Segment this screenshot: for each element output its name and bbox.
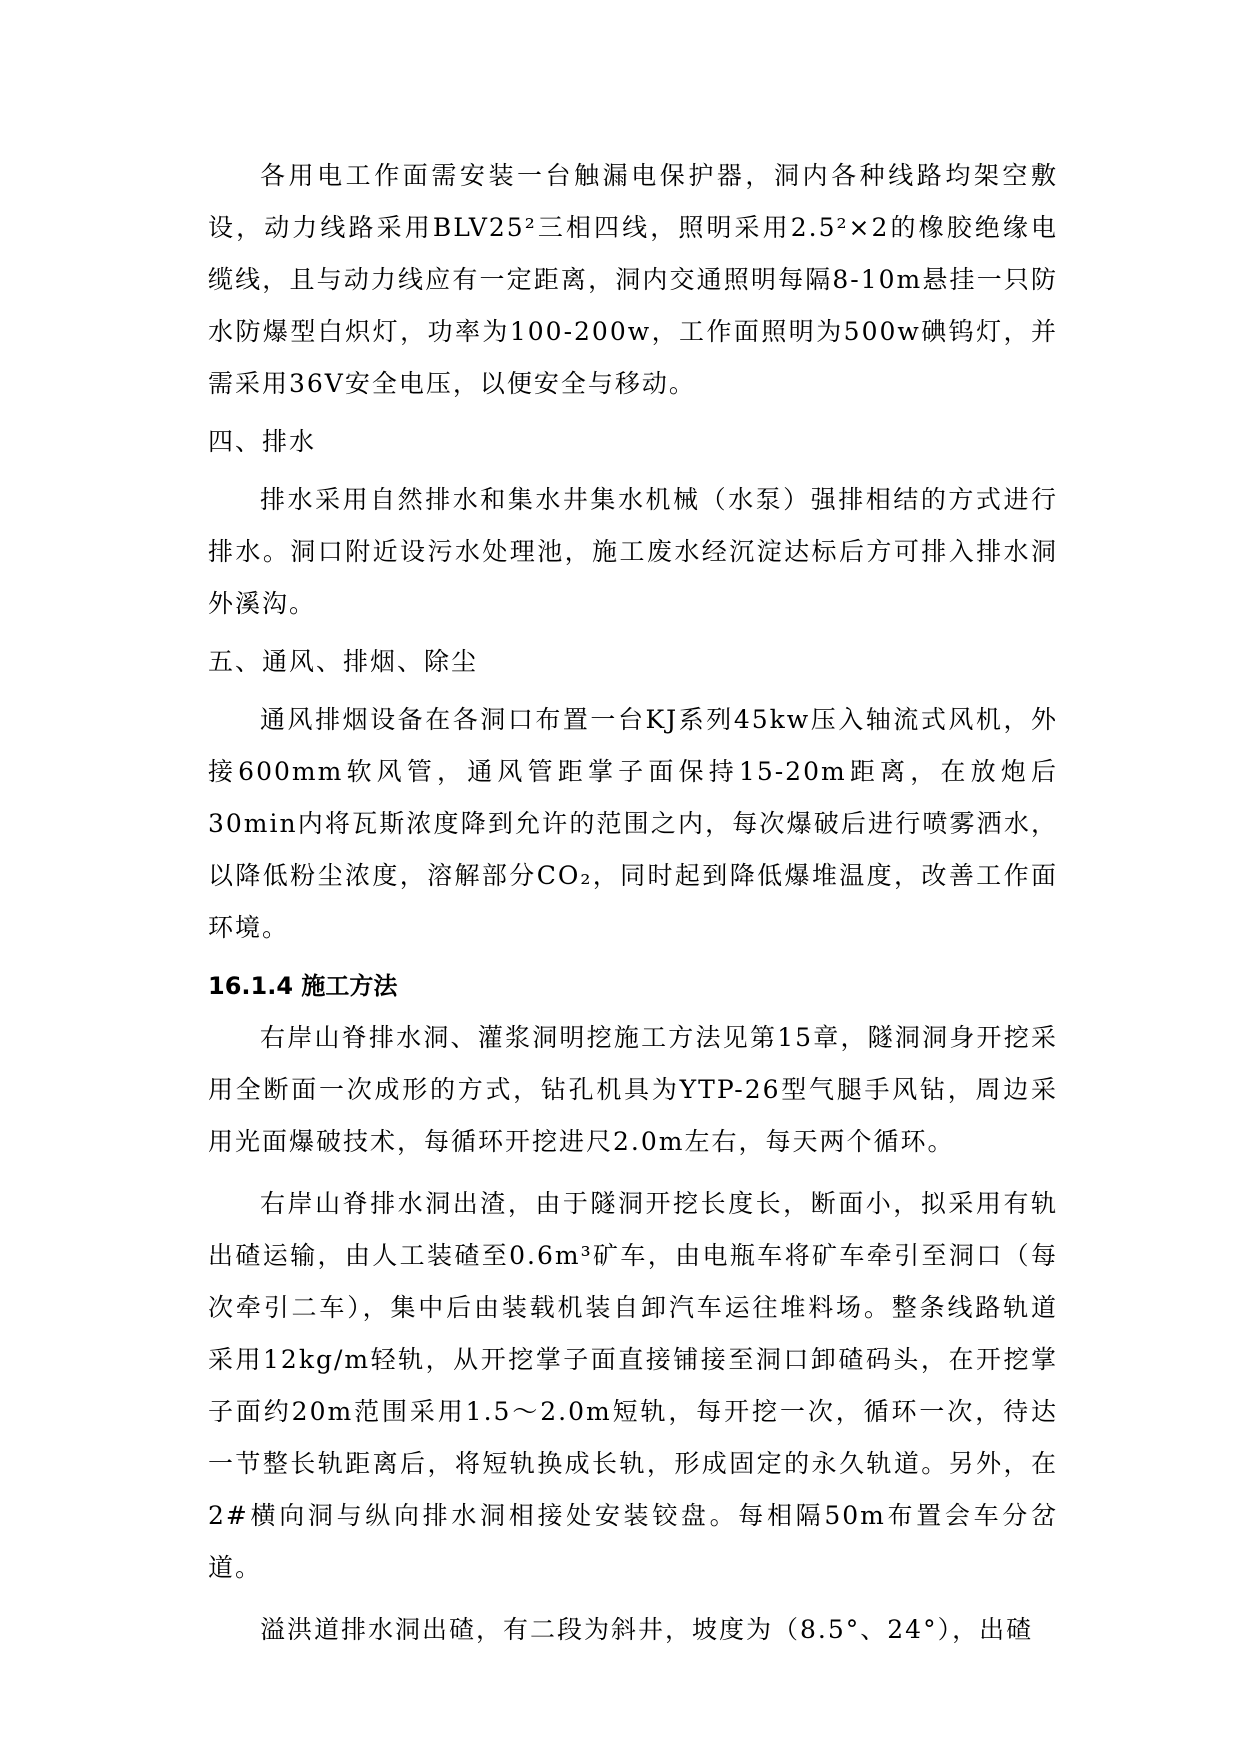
section-title-construction-method: 16.1.4 施工方法 (208, 972, 398, 1000)
paragraph-drainage: 排水采用自然排水和集水井集水机械（水泵）强排相结的方式进行排水。洞口附近设污水处理池，施工废水经沉淀达标后方可排入排水洞外溪沟。 (208, 485, 1058, 618)
heading-ventilation: 五、通风、排烟、除尘 (208, 647, 479, 676)
paragraph-excavation: 右岸山脊排水洞、灌浆洞明挖施工方法见第15章，隧洞洞身开挖采用全断面一次成形的方式，钻孔机具为YTP-26型气腿手风钻，周边采用光面爆破技术，每循环开挖进尺2.0m左右，每天两个循环。 (208, 1023, 1058, 1156)
paragraph-muck-transport: 右岸山脊排水洞出渣，由于隧洞开挖长度长，断面小，拟采用有轨出碴运输，由人工装碴至0.6m³矿车，由电瓶车将矿车牵引至洞口（每次牵引二车），集中后由装载机装自卸汽车运往堆料场。整条线路轨道采用12kg/m轻轨，从开挖掌子面直接铺接至洞口卸碴码头，在开挖掌子面约20m范围采用1.5～2.0m短轨，每开挖一次，循环一次，待达一节整长轨距离后，将短轨换成长轨，形成固定的永久轨道。另外，在2#横向洞与纵向排水洞相接处安装铰盘。每相隔50m布置会车分岔道。 (208, 1189, 1058, 1582)
paragraph-ventilation: 通风排烟设备在各洞口布置一台KJ系列45kw压入轴流式风机，外接600mm软风管，通风管距掌子面保持15-20m距离，在放炮后30min内将瓦斯浓度降到允许的范围之内，每次爆破后进行喷雾洒水，以降低粉尘浓度，溶解部分CO₂，同时起到降低爆堆温度，改善工作面环境。 (208, 705, 1058, 942)
paragraph-electrical: 各用电工作面需安装一台触漏电保护器，洞内各种线路均架空敷设，动力线路采用BLV25²三相四线，照明采用2.5²×2的橡胶绝缘电缆线，且与动力线应有一定距离，洞内交通照明每隔8-10m悬挂一只防水防爆型白炽灯，功率为100-200w，工作面照明为500w碘钨灯，并需采用36V安全电压，以便安全与移动。 (208, 161, 1058, 398)
heading-drainage: 四、排水 (208, 427, 317, 456)
document-page (208, 150, 1058, 1656)
paragraph-spillway-drainage: 溢洪道排水洞出碴，有二段为斜井，坡度为（8.5°、24°），出碴 (260, 1615, 1034, 1644)
